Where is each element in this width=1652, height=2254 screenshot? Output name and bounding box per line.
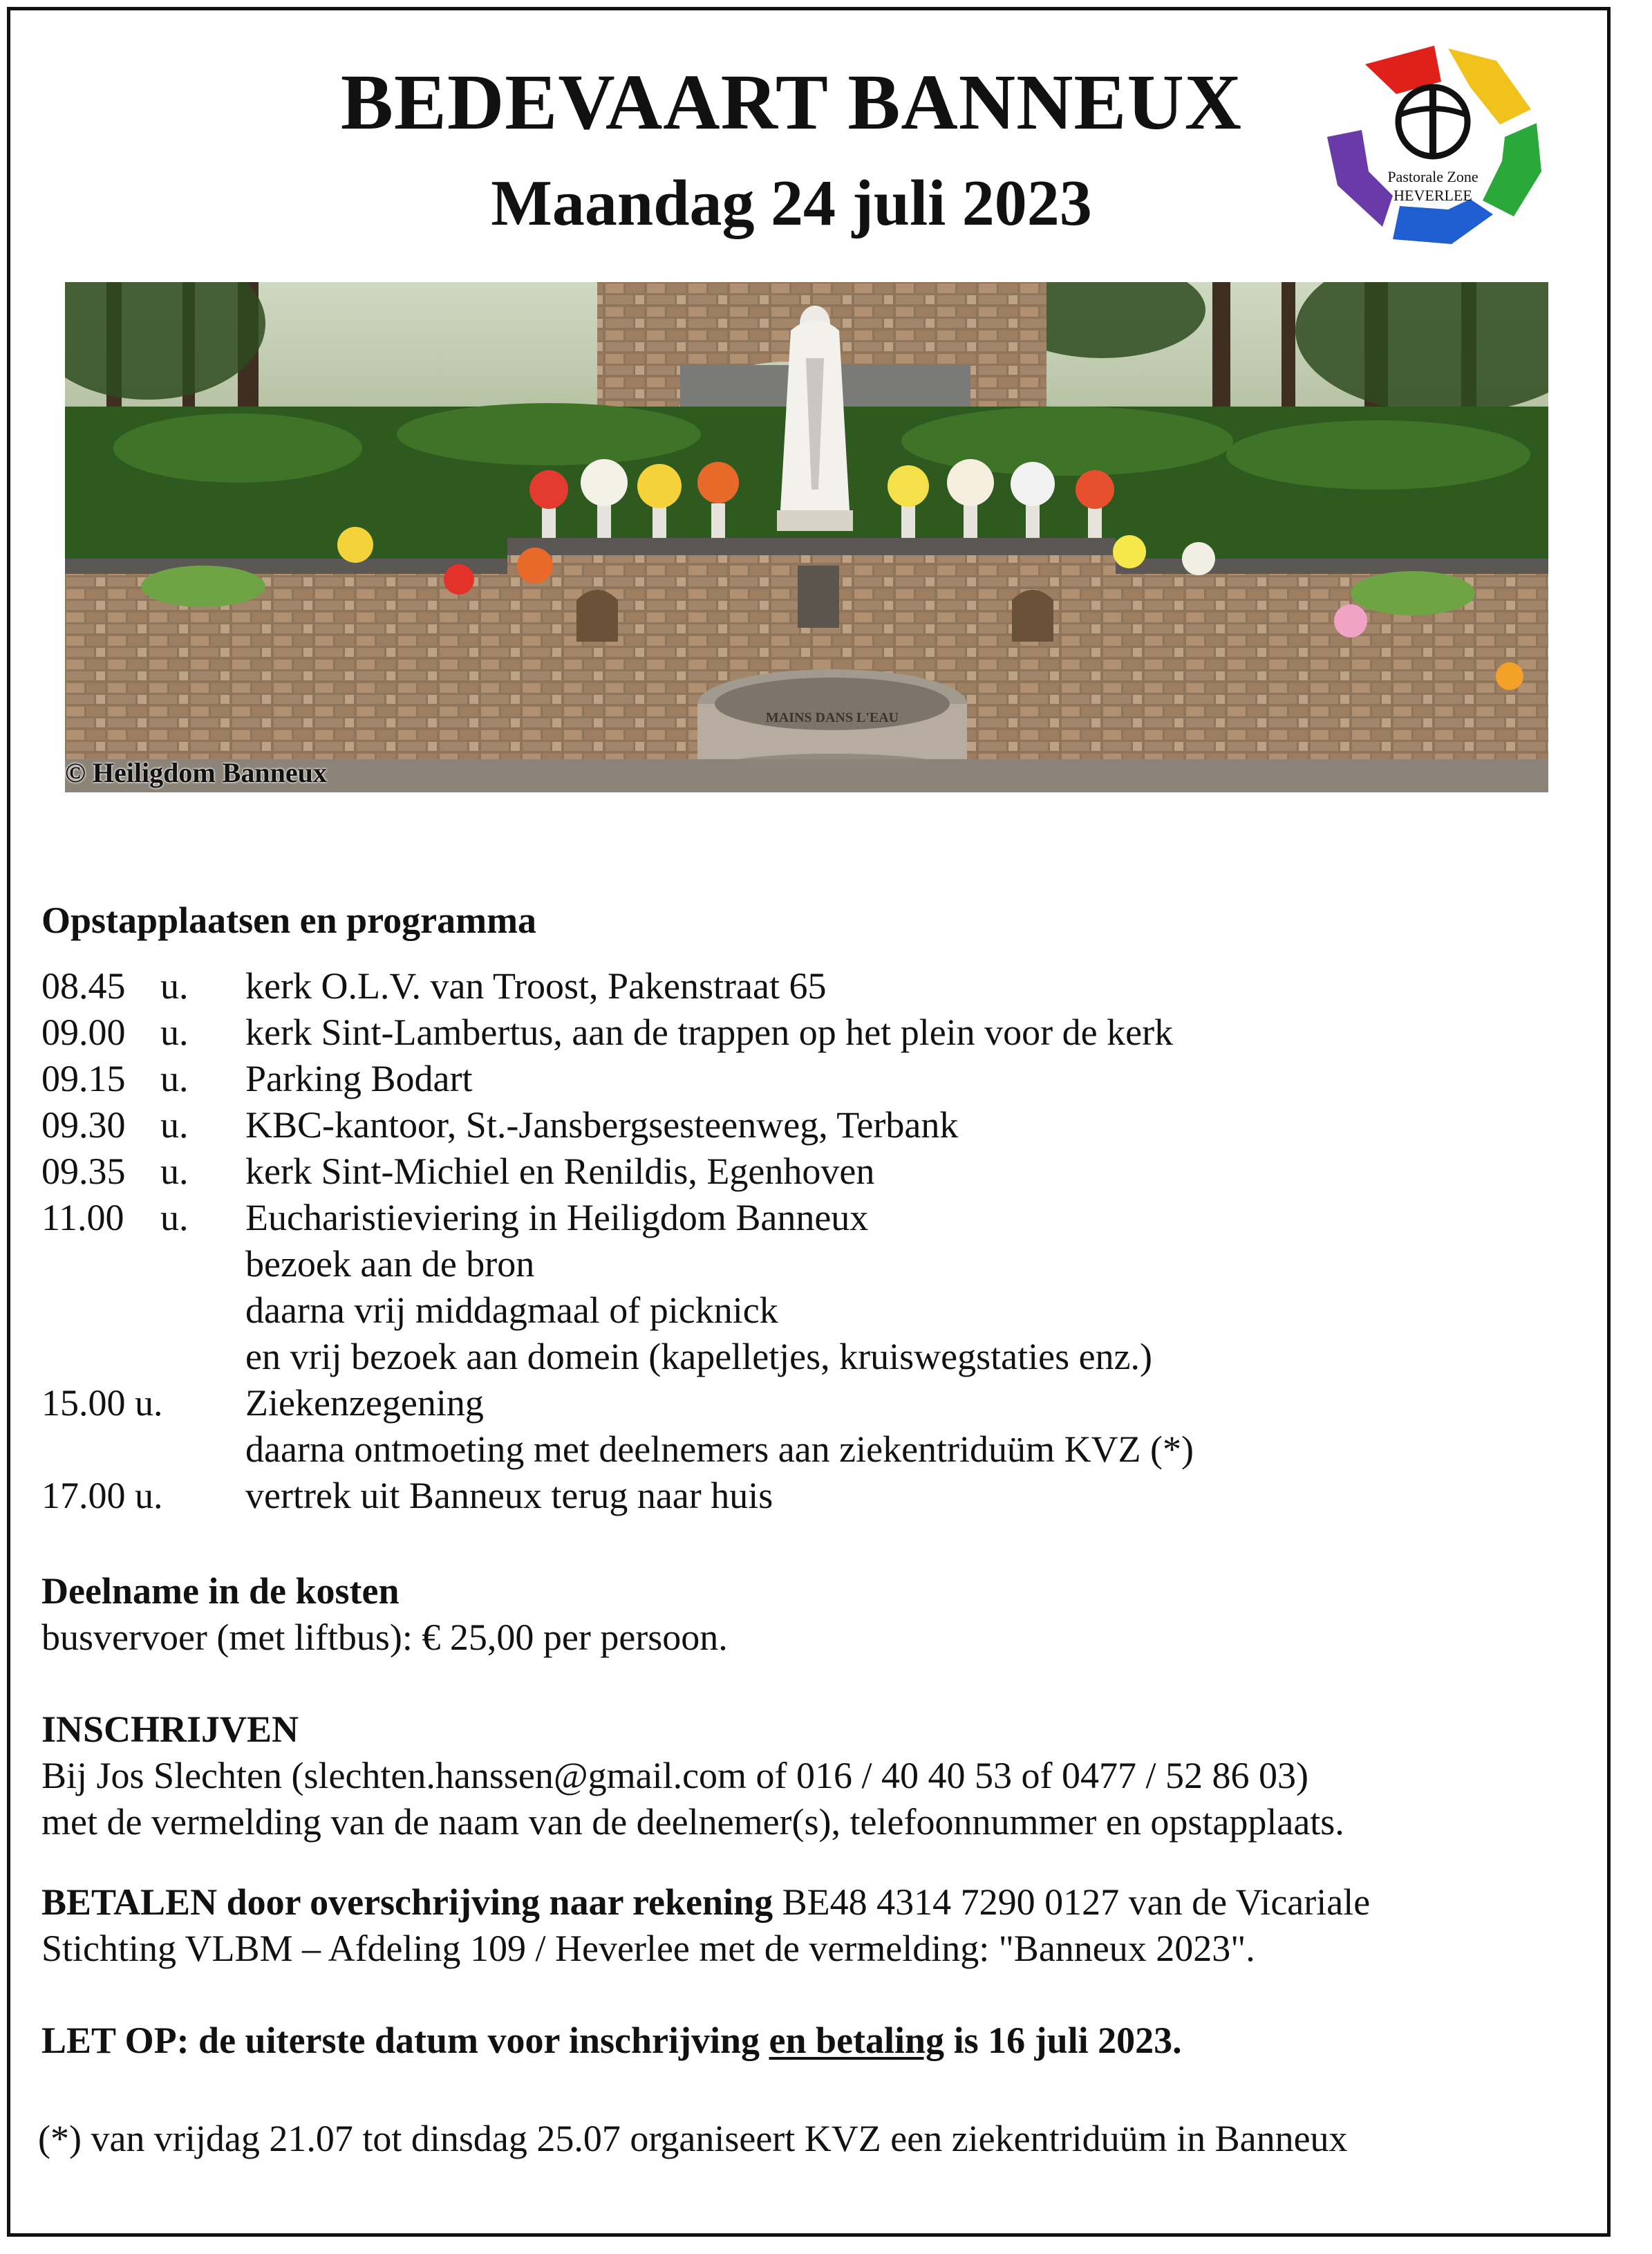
logo-blue-segment [1393,199,1493,244]
schedule-time: 17.00 u. [41,1475,163,1516]
logo-text-line1: Pastorale Zone [1387,168,1479,185]
fountain-inscription: MAINS DANS L'EAU [765,710,899,725]
registration-heading: INSCHRIJVEN [41,1708,299,1750]
photo-credit: © Heiligdom Banneux [65,757,327,788]
schedule-description: Ziekenzegening [245,1382,484,1424]
schedule-time: 09.15 [41,1058,126,1099]
footnote: (*) van vrijdag 21.07 tot dinsdag 25.07 organiseert KVZ een ziekentriduüm in Banneux [38,2118,1348,2159]
payment-line1 [41,1881,1370,1924]
schedule-time: 15.00 u. [41,1382,163,1424]
schedule-description: daarna vrij middagmaal of picknick [245,1289,778,1331]
schedule-unit: u. [160,965,189,1007]
event-date: Maandag 24 juli 2023 [491,167,1092,239]
schedule-time: 11.00 [41,1197,124,1238]
logo-text-line2: HEVERLEE [1393,187,1472,204]
schedule-description: vertrek uit Banneux terug naar huis [245,1475,773,1516]
program-heading: Opstapplaatsen en programma [41,900,537,941]
schedule-description: kerk Sint-Michiel en Renildis, Egenhoven [245,1151,875,1192]
schedule-unit: u. [160,1104,189,1146]
deadline-notice: LET OP: de uiterste datum voor inschrijving en betaling is 16 juli 2023. [41,2020,1182,2061]
schedule-unit: u. [160,1197,189,1238]
payment-bold: BETALEN door overschrijving naar rekening [41,1881,773,1923]
logo-purple-segment [1327,130,1393,227]
schedule-description: KBC-kantoor, St.-Jansbergsesteenweg, Terbank [245,1104,959,1146]
registration-contact: Bij Jos Slechten (slechten.hanssen@gmail.com of 016 / 40 40 53 of 0477 / 52 86 03) [41,1755,1308,1796]
payment-line2: Stichting VLBM – Afdeling 109 / Heverlee met de vermelding: "Banneux 2023". [41,1928,1255,1969]
schedule-time: 08.45 [41,965,126,1007]
page-title: BEDEVAART BANNEUX [340,58,1243,146]
schedule-description: bezoek aan de bron [245,1243,535,1285]
schedule-description: kerk O.L.V. van Troost, Pakenstraat 65 [245,965,827,1007]
payment-account: BE48 4314 7290 0127 van de Vicariale [773,1881,1371,1923]
costs-text: busvervoer (met liftbus): € 25,00 per persoon. [41,1617,728,1658]
registration-instructions: met de vermelding van de naam van de deelnemer(s), telefoonnummer en opstapplaats. [41,1801,1344,1843]
schedule-time: 09.35 [41,1151,126,1192]
schedule-unit: u. [160,1151,189,1192]
logo-green-segment [1483,123,1541,216]
schedule-time: 09.30 [41,1104,126,1146]
schedule-unit: u. [160,1058,189,1099]
costs-heading: Deelname in de kosten [41,1570,400,1612]
schedule-description: daarna ontmoeting met deelnemers aan ziekentriduüm KVZ (*) [245,1428,1194,1470]
schedule-description: en vrij bezoek aan domein (kapelletjes, kruiswegstaties enz.) [245,1336,1153,1377]
schedule-description: Eucharistieviering in Heiligdom Banneux [245,1197,869,1238]
schedule-description: kerk Sint-Lambertus, aan de trappen op het plein voor de kerk [245,1012,1174,1053]
pastorale-zone-logo [1317,33,1545,254]
schedule-time: 09.00 [41,1012,126,1053]
deadline-underlined: en betaling [769,2020,945,2061]
banneux-shrine-photo [65,282,1548,792]
schedule-description: Parking Bodart [245,1058,473,1099]
schedule-unit: u. [160,1012,189,1053]
